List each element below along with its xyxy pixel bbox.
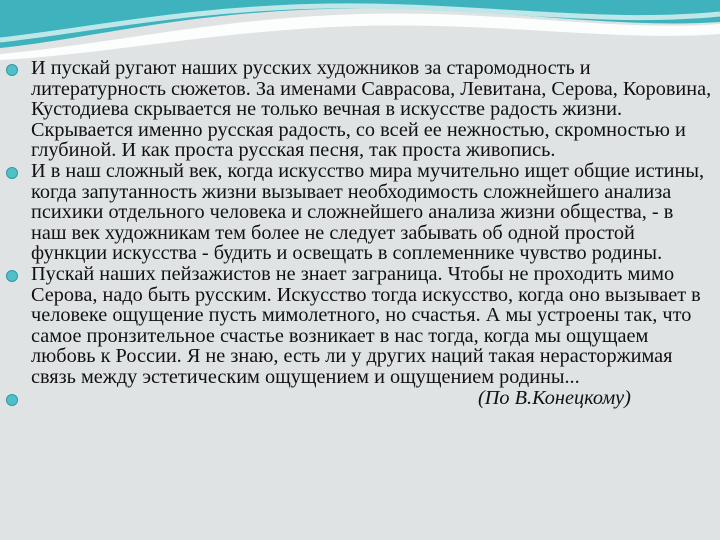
- bullet-signature: [6, 388, 712, 409]
- bullet-paragraph-2: [6, 161, 712, 264]
- paragraph-text: И пускай ругают наших русских художников за старомодность и литературность сюжетов. За именами Саврасова, Левитана, Серова, Коровина, Кустодиева скрывается не только вечная в искусстве радость жизни. Скрывается именно русская радость, со всей ее нежностью, скромностью и глубиной. И как проста русская песня, так проста живопись.: [31, 57, 712, 162]
- bullet-paragraph-3: [6, 264, 712, 388]
- wave-header-decoration: [0, 0, 720, 60]
- paragraph-text: Пускай наших пейзажистов не знает заграница. Чтобы не проходить мимо Серова, надо быть русским. Искусство тогда искусство, когда оно вызывает в человеке ощущение пусть мимолетного, но счастья. А мы устроены так, что самое пронзительное счастье возникает в нас тогда, когда мы ощущаем любовь к России. Я не знаю, есть ли у других наций такая нерасторжимая связь между эстетическим ощущением и ощущением родины...: [31, 262, 701, 388]
- paragraph-text: И в наш сложный век, когда искусство мира мучительно ищет общие истины, когда запутанность жизни вызывает необходимость сложнейшего анализа психики отдельного человека и сложнейшего анализа жизни общества, - в наш век художникам тем более не следует забывать об одной простой функции искусства - будить и освещать в соплеменнике чувство родины.: [31, 159, 705, 265]
- bullet-icon: [6, 167, 18, 179]
- bullet-icon: [6, 394, 18, 406]
- bullet-icon: [6, 64, 18, 76]
- bullet-paragraph-1: [6, 58, 712, 161]
- bullet-icon: [6, 270, 18, 282]
- content-area: [6, 58, 712, 408]
- author-signature: (По В.Конецкому): [478, 386, 631, 409]
